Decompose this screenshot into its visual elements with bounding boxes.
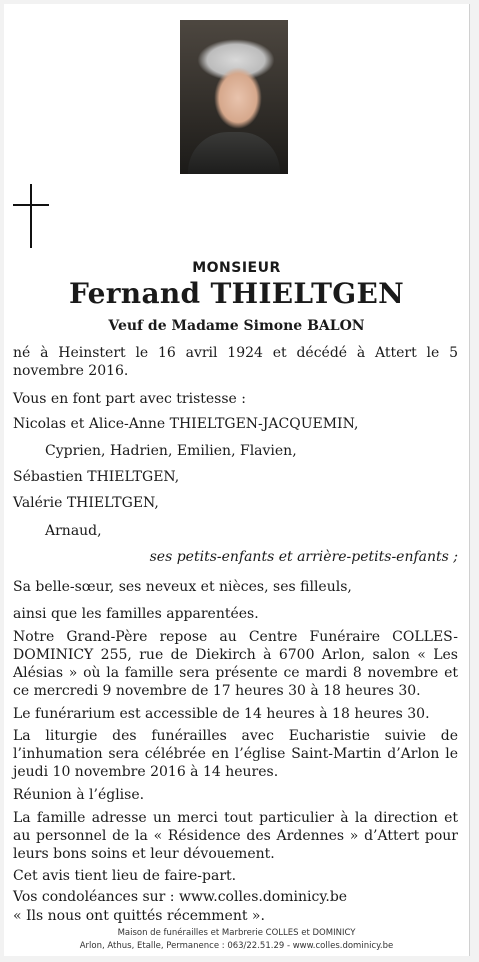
family-line-3: Valérie THIELTGEN, bbox=[13, 495, 159, 511]
footer-line-1: Maison de funérailles et Marbrerie COLLES et DOMINICY bbox=[117, 928, 356, 938]
widower-of: Veuf de Madame Simone BALON bbox=[108, 318, 365, 334]
recent-text: « Ils nous ont quittés récemment ». bbox=[13, 908, 265, 924]
obituary-card bbox=[4, 4, 470, 956]
cross-vertical bbox=[30, 184, 32, 248]
honorific: MONSIEUR bbox=[192, 260, 281, 276]
birth-death-text: né à Heinstert le 16 avril 1924 et décédé à Attert le 5 novembre 2016. bbox=[13, 345, 458, 379]
footer-line-2: Arlon, Athus, Etalle, Permanence : 063/22.51.29 - www.colles.dominicy.be bbox=[79, 941, 394, 951]
family-children-3: Arnaud, bbox=[45, 523, 102, 539]
family-line-1: Nicolas et Alice-Anne THIELTGEN-JACQUEMIN, bbox=[13, 416, 359, 432]
portrait-shirt bbox=[188, 132, 280, 174]
deceased-name: Fernand THIELTGEN bbox=[68, 277, 405, 310]
thanks-text: La famille adresse un merci tout particulier à la direction et au personnel de la « Résidence des Ardennes » d’Attert pour leurs bons soins et leur dévouement. bbox=[13, 810, 458, 862]
condolences-text: Vos condoléances sur : www.colles.dominicy.be bbox=[13, 889, 348, 905]
cross-horizontal bbox=[13, 204, 49, 206]
relatives-line-2: ainsi que les familles apparentées. bbox=[13, 606, 259, 622]
relatives-line-1: Sa belle-sœur, ses neveux et nièces, ses filleuls, bbox=[13, 579, 352, 595]
family-children-1: Cyprien, Hadrien, Emilien, Flavien, bbox=[45, 443, 297, 459]
reunion-text: Réunion à l’église. bbox=[13, 787, 145, 803]
intro-text: Vous en font part avec tristesse : bbox=[13, 391, 246, 407]
notice-text: Cet avis tient lieu de faire-part. bbox=[13, 868, 237, 884]
family-line-2: Sébastien THIELTGEN, bbox=[13, 469, 180, 485]
funerarium-text: Le funérarium est accessible de 14 heures à 18 heures 30. bbox=[13, 706, 430, 722]
grandchildren-text: ses petits-enfants et arrière-petits-enfants ; bbox=[149, 549, 458, 565]
repose-text: Notre Grand-Père repose au Centre Funéraire COLLES-DOMINICY 255, rue de Diekirch à 6700 Arlon, salon « Les Alésias » où la famille sera présente ce mardi 8 novembre et ce mercredi 9 novembre de 17 heures 30 à 18 heures 30. bbox=[13, 629, 458, 699]
liturgy-text: La liturgie des funérailles avec Eucharistie suivie de l’inhumation sera célébrée en l’église Saint-Martin d’Arlon le jeudi 10 novembre 2016 à 14 heures. bbox=[13, 728, 458, 780]
portrait-photo bbox=[180, 20, 288, 174]
